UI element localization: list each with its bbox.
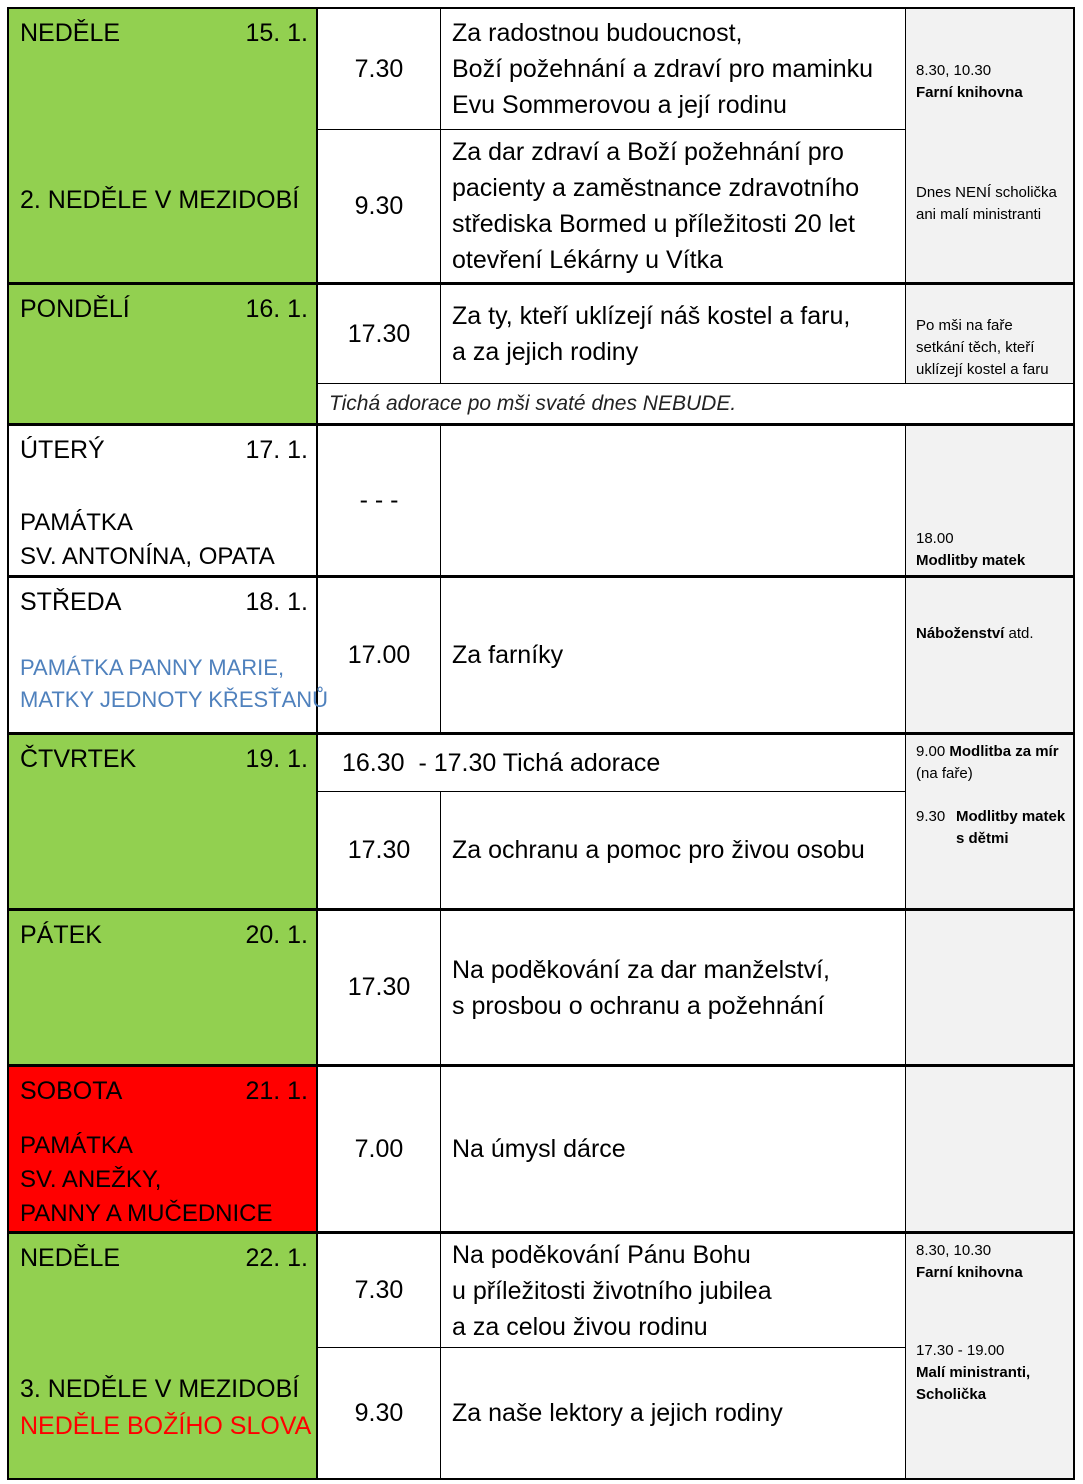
note-text: (na faře) [916, 765, 973, 782]
note-time: 9.00 [916, 743, 950, 760]
mass-time: 17.30 [318, 285, 441, 383]
mass-time: 7.30 [318, 1234, 441, 1347]
notes-cell [905, 9, 1073, 282]
note-time: 8.30, 10.30 [916, 1242, 992, 1259]
day-name: NEDĚLE [20, 19, 121, 47]
mass-intention: Za naše lektory a jejich rodiny [452, 1399, 783, 1427]
mass-intention: Na poděkování Pánu Bohu u příležitosti životního jubilea a za celou živou rodinu [452, 1240, 772, 1341]
day-cell [9, 911, 318, 1064]
note-event: Modlitba za mír [949, 743, 1059, 760]
day-date: 18. 1. [245, 588, 308, 616]
feast-subtitle: NEDĚLE BOŽÍHO SLOVA [20, 1412, 312, 1440]
note-time: 17.30 - 19.00 [916, 1342, 1005, 1359]
mass-time: 9.30 [318, 1348, 441, 1478]
mass-time: - - - [318, 426, 441, 575]
day-cell [9, 735, 318, 908]
adoration-row: 16.30 - 17.30 Tichá adorace [342, 748, 661, 777]
day-cell [9, 1234, 318, 1478]
day-name: PONDĚLÍ [20, 295, 130, 323]
feast-title: 3. NEDĚLE V MEZIDOBÍ [20, 1375, 300, 1403]
mass-time: 17.30 [318, 911, 441, 1064]
note-event: Malí ministranti, Scholička [916, 1364, 1031, 1403]
day-name: NEDĚLE [20, 1244, 121, 1272]
mass-time: 17.30 [318, 792, 441, 908]
note-event: Náboženství [916, 625, 1005, 642]
mass-time: 17.00 [318, 578, 441, 732]
day-block-monday [7, 283, 1075, 425]
day-cell [9, 9, 318, 282]
mass-intention: Za radostnou budoucnost, Boží požehnání a zdraví pro maminku Evu Sommerovou a její rodinu [452, 19, 874, 119]
note-text: atd. [1004, 625, 1034, 642]
day-date: 16. 1. [245, 295, 308, 323]
note-time: 9.30 [916, 808, 950, 825]
day-block-friday [7, 909, 1075, 1066]
day-cell [9, 285, 318, 423]
mass-intention [441, 426, 905, 575]
day-name: ÚTERÝ [20, 436, 105, 464]
feast-title: PAMÁTKA SV. ANTONÍNA, OPATA [20, 509, 275, 570]
day-block-sunday-22 [7, 1232, 1075, 1480]
mass-intention: Za farníky [452, 641, 564, 669]
mass-intention: Za ty, kteří uklízejí náš kostel a faru, a za jejich rodiny [452, 302, 851, 366]
feast-title: PAMÁTKA PANNY MARIE, MATKY JEDNOTY KŘESŤANŮ [20, 655, 329, 712]
day-cell [9, 426, 318, 575]
mass-time: 7.30 [318, 9, 441, 129]
day-block-wednesday [7, 576, 1075, 734]
note-time: 18.00 [916, 530, 954, 547]
notes-cell [905, 1234, 1073, 1478]
feast-title: 2. NEDĚLE V MEZIDOBÍ [20, 186, 300, 214]
mass-time: 7.00 [318, 1067, 441, 1231]
note-event: Modlitby matek s dětmi [956, 808, 1066, 847]
mass-intention: Za dar zdraví a Boží požehnání pro pacienty a zaměstnance zdravotního střediska Bormed u příležitosti 20 let otevření Lékárny u Vítka [452, 138, 860, 274]
mass-intention: Na úmysl dárce [452, 1135, 626, 1163]
day-date: 15. 1. [245, 19, 308, 47]
day-date: 22. 1. [245, 1244, 308, 1272]
day-cell [9, 1067, 318, 1231]
day-name: PÁTEK [20, 921, 102, 949]
remark: Tichá adorace po mši svaté dnes NEBUDE. [329, 391, 737, 415]
mass-intention: Za ochranu a pomoc pro živou osobu [452, 836, 865, 864]
day-block-thursday [7, 733, 1075, 910]
day-block-sunday-15 [7, 7, 1075, 284]
notes-cell [905, 911, 1073, 1064]
day-date: 17. 1. [245, 436, 308, 464]
notes-cell [905, 578, 1073, 732]
note-text: Po mši na faře setkání těch, kteří uklízejí kostel a faru [916, 317, 1049, 378]
day-name: SOBOTA [20, 1077, 123, 1105]
day-block-tuesday [7, 424, 1075, 577]
notes-cell [905, 426, 1073, 575]
day-date: 21. 1. [245, 1077, 308, 1105]
day-date: 20. 1. [245, 921, 308, 949]
day-block-saturday [7, 1065, 1075, 1233]
day-name: ČTVRTEK [20, 745, 137, 773]
day-cell [9, 578, 329, 732]
note-text: Dnes NENÍ scholička ani malí ministranti [916, 184, 1057, 223]
feast-title: PAMÁTKA SV. ANEŽKY, PANNY A MUČEDNICE [20, 1132, 273, 1227]
note-event: Farní knihovna [916, 1264, 1023, 1281]
note-event: Modlitby matek [916, 552, 1026, 569]
day-date: 19. 1. [245, 745, 308, 773]
notes-cell [905, 735, 1073, 908]
note-time: 8.30, 10.30 [916, 62, 992, 79]
mass-intention: Na poděkování za dar manželství, s prosbou o ochranu a požehnání [452, 955, 830, 1020]
day-name: STŘEDA [20, 588, 122, 616]
notes-cell [905, 285, 1073, 383]
mass-time: 9.30 [318, 130, 441, 282]
notes-cell [905, 1067, 1073, 1231]
note-event: Farní knihovna [916, 84, 1023, 101]
